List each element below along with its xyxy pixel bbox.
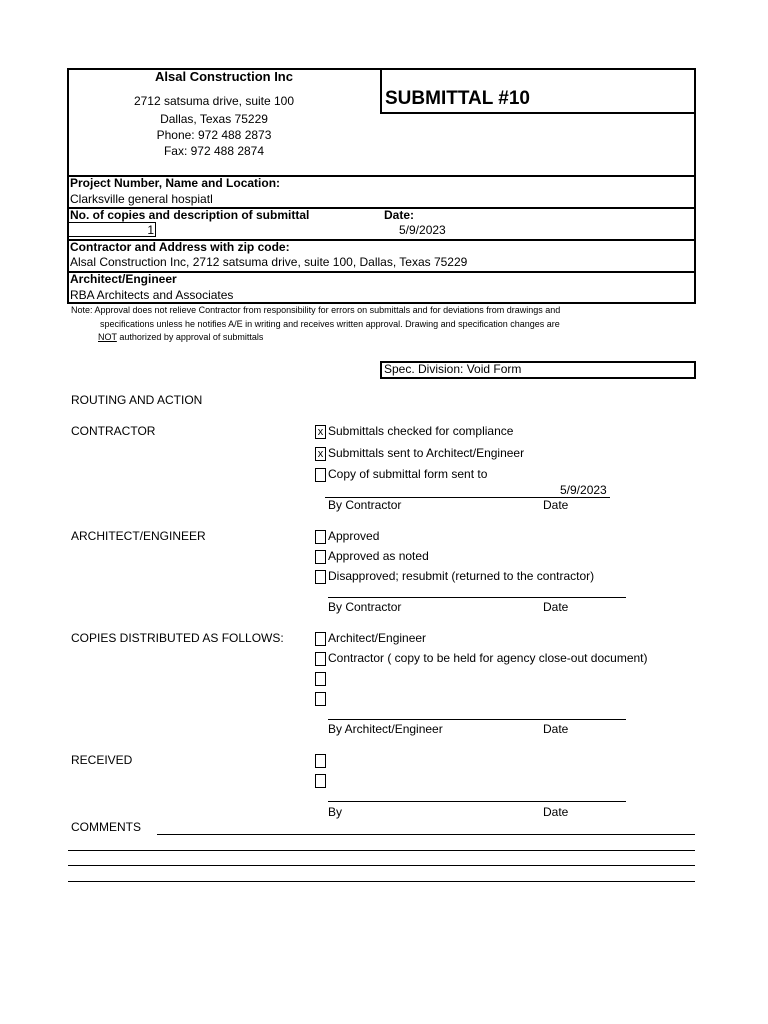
copies-label: No. of copies and description of submittal [70, 208, 310, 222]
copy-blank-checkbox-1[interactable] [315, 672, 326, 686]
company-name: Alsal Construction Inc [155, 69, 293, 84]
routing-heading: ROUTING AND ACTION [71, 393, 203, 407]
note-line-3-rest: authorized by approval of submittals [116, 332, 264, 342]
sent-to-architect-label: Submittals sent to Architect/Engineer [328, 446, 525, 460]
note-line-1: Note: Approval does not relieve Contractor from responsibility for errors on submittals and for deviations from drawings and [71, 305, 561, 315]
disapproved-checkbox[interactable] [315, 570, 326, 584]
submittal-title: SUBMITTAL #10 [385, 88, 530, 109]
note-line-2: specifications unless he notifies A/E in writing and receives written approval. Drawing and specification changes are [100, 319, 560, 329]
copies-count: 1 [147, 223, 154, 237]
contractor-address-value: Alsal Construction Inc, 2712 satsuma drive, suite 100, Dallas, Texas 75229 [70, 255, 468, 269]
architect-by-label: By Contractor [328, 600, 402, 614]
comments-line-2[interactable] [68, 850, 695, 851]
comments-line-3[interactable] [68, 865, 695, 866]
architect-value: RBA Architects and Associates [70, 288, 234, 302]
copy-blank-checkbox-2[interactable] [315, 692, 326, 706]
approved-as-noted-label: Approved as noted [328, 549, 429, 563]
received-by-label: By [328, 805, 343, 819]
note-line-3 [98, 331, 263, 344]
company-fax: Fax: 972 488 2874 [163, 144, 265, 158]
architect-section-label: ARCHITECT/ENGINEER [71, 529, 206, 543]
disapproved-label: Disapproved; resubmit (returned to the contractor) [328, 569, 595, 583]
project-value: Clarksville general hospiatl [70, 192, 213, 206]
project-label: Project Number, Name and Location: [70, 176, 281, 190]
date-label: Date: [384, 208, 415, 222]
comments-label: COMMENTS [71, 820, 141, 834]
copies-section-label: COPIES DISTRIBUTED AS FOLLOWS: [71, 631, 284, 645]
comments-line-1[interactable] [157, 834, 695, 835]
approved-label: Approved [328, 529, 380, 543]
architect-signature-line[interactable] [328, 597, 626, 598]
copy-contractor-label: Contractor ( copy to be held for agency close-out document) [328, 651, 648, 665]
submittal-date: 5/9/2023 [399, 223, 446, 237]
copy-architect-label: Architect/Engineer [328, 631, 427, 645]
contractor-by-label: By Contractor [328, 498, 402, 512]
comments-line-4[interactable] [68, 881, 695, 882]
contractor-signed-date: 5/9/2023 [560, 483, 607, 497]
copies-by-label: By Architect/Engineer [328, 722, 443, 736]
copy-sent-label: Copy of submittal form sent to [328, 467, 488, 481]
compliance-label: Submittals checked for compliance [328, 424, 514, 438]
company-address: 2712 satsuma drive, suite 100 [133, 94, 295, 108]
received-checkbox-1[interactable] [315, 754, 326, 768]
contractor-address-label: Contractor and Address with zip code: [70, 240, 290, 254]
contractor-section-label: CONTRACTOR [71, 424, 156, 438]
copy-sent-checkbox[interactable] [315, 468, 326, 482]
received-date-label: Date [543, 805, 569, 819]
copies-signature-line[interactable] [328, 719, 626, 720]
architect-date-label: Date [543, 600, 569, 614]
architect-label: Architect/Engineer [70, 272, 177, 286]
received-checkbox-2[interactable] [315, 774, 326, 788]
approved-checkbox[interactable] [315, 530, 326, 544]
received-signature-line[interactable] [328, 801, 626, 802]
received-section-label: RECEIVED [71, 753, 133, 767]
submittal-title-underline [380, 112, 696, 114]
company-city: Dallas, Texas 75229 [160, 112, 268, 126]
copies-date-label: Date [543, 722, 569, 736]
copy-architect-checkbox[interactable] [315, 632, 326, 646]
spec-division-text: Spec. Division: Void Form [384, 362, 522, 376]
sent-to-architect-checkbox[interactable]: x [315, 447, 326, 461]
approved-as-noted-checkbox[interactable] [315, 550, 326, 564]
note-not-word: NOT [98, 332, 117, 342]
contractor-date-label: Date [543, 498, 569, 512]
compliance-checkbox[interactable]: x [315, 425, 326, 439]
header-right-border [694, 68, 696, 304]
company-phone: Phone: 972 488 2873 [156, 128, 272, 142]
copy-contractor-checkbox[interactable] [315, 652, 326, 666]
